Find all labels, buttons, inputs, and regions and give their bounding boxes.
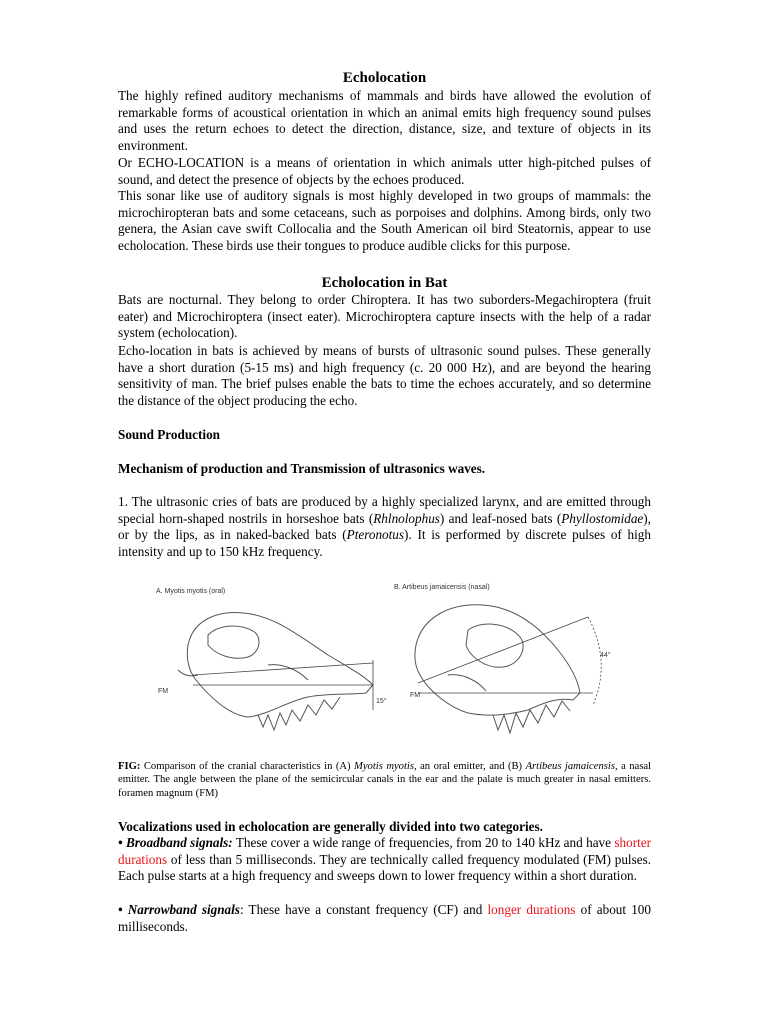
point-1-paragraph: 1. The ultrasonic cries of bats are produced by a highly specialized larynx, and are emitted through special horn-shaped nostrils in horseshoe bats (Rhlnolophus) and leaf-nosed bats (Phyllostomidae), or by the lips, as in naked-backed bats (Pteronotus). It is performed by discrete pulses of high intensity and up to 150 kHz frequency. bbox=[118, 494, 651, 559]
bat-paragraph-2: Echo-location in bats is achieved by means of bursts of ultrasonic sound pulses. These generally have a short duration (5-15 ms) and high frequency (c. 20 000 Hz), and are beyond the hearing sensitivity of man. The brief pulses enable the bats to time the echoes accurately, and so determine the distance of the object producing the echo. bbox=[118, 343, 651, 408]
figure-caption: FIG: Comparison of the cranial characteristics in (A) Myotis myotis, an oral emitter, and (B) Artibeus jamaicensis, a nasal emitter. The angle between the plane of the semicircular canals in the ear and the palate is much greater in nasal emitters. foramen magnum (FM) bbox=[118, 761, 652, 799]
angle-label-a: 15° bbox=[376, 698, 387, 705]
fm-label-b: FM bbox=[410, 692, 421, 699]
heading-mechanism: Mechanism of production and Transmission of ultrasonics waves. bbox=[118, 461, 486, 476]
narrowband-bullet: • Narrowband signals: These have a constant frequency (CF) and longer durations of about 100 milliseconds. bbox=[118, 902, 651, 934]
bat-paragraph-1: Bats are nocturnal. They belong to order Chiroptera. It has two suborders-Megachiroptera (fruit eater) and Microchiroptera (insect eater). Microchiroptera capture insects with the help of a radar system (echolocation). bbox=[118, 292, 651, 341]
figure-label-b: B. Artibeus jamaicensis (nasal) bbox=[394, 584, 490, 591]
fm-label-a: FM bbox=[158, 688, 169, 695]
intro-paragraph-3: This sonar like use of auditory signals is most highly developed in two groups of mammals: the microchiropteran bats and some cetaceans, such as porpoises and dolphins. Among birds, only two genera, the Asian cave swift Collocalia and the South American oil bird Steatornis, appear to use echolocation. These birds use their tongues to produce audible clicks for this purpose. bbox=[118, 188, 651, 253]
skull-comparison-figure bbox=[148, 575, 620, 750]
skull-b-drawing bbox=[415, 605, 580, 733]
skull-a-drawing bbox=[178, 612, 373, 730]
figure-label-a: A. Myotis myotis (oral) bbox=[156, 588, 226, 595]
skull-b-reference-lines bbox=[418, 617, 601, 705]
skull-a-reference-lines bbox=[193, 660, 373, 710]
broadband-bullet: • Broadband signals: These cover a wide range of frequencies, from 20 to 140 kHz and have shorter durations of less than 5 milliseconds. They are technically called frequency modulated (FM) pulses. Each pulse starts at a high frequency and sweeps down to lower frequency within a short duration. bbox=[118, 835, 651, 884]
heading-sound-production: Sound Production bbox=[118, 427, 220, 442]
page-title: Echolocation bbox=[342, 70, 427, 86]
intro-paragraph-1: The highly refined auditory mechanisms of mammals and birds have allowed the evolution of remarkable forms of acoustical orientation in which an animal emits high frequency sound pulses and uses the return echoes to detect the direction, distance, size, and texture of objects in its environment. bbox=[118, 88, 651, 153]
section-title-bat: Echolocation in Bat bbox=[321, 275, 448, 291]
vocalizations-heading: Vocalizations used in echolocation are generally divided into two categories. bbox=[118, 819, 543, 834]
intro-paragraph-2: Or ECHO-LOCATION is a means of orientation in which animals utter high-pitched pulses of sound, and detect the presence of objects by the echoes produced. bbox=[118, 155, 651, 187]
angle-label-b: 44° bbox=[600, 652, 611, 659]
